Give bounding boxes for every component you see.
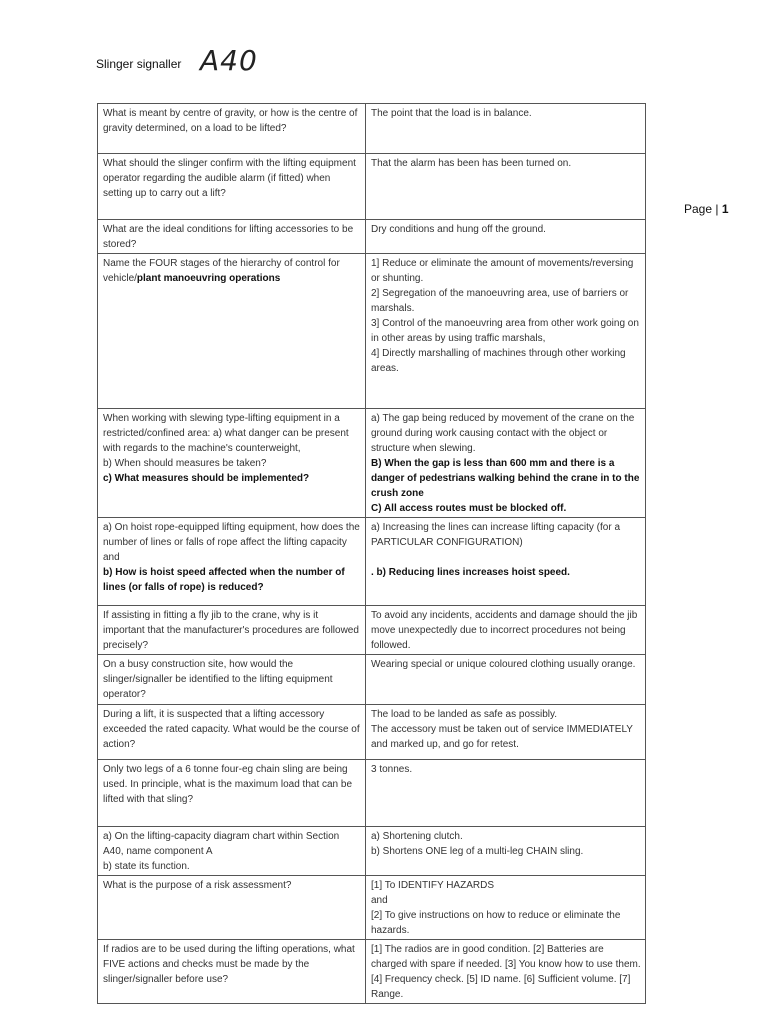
answer-cell [366, 760, 646, 827]
answer-cell [366, 518, 646, 606]
answer-text: 3 tonnes. [371, 764, 413, 775]
table-row [98, 518, 646, 606]
question-text: What are the ideal conditions for lifting accessories to be stored? [103, 224, 354, 250]
page-separator: | [712, 202, 722, 216]
answer-cell [366, 606, 646, 655]
answer-cell [366, 876, 646, 940]
question-text: What is meant by centre of gravity, or how is the centre of gravity determined, on a load to be lifted? [103, 108, 358, 134]
answer-cell [366, 104, 646, 154]
answer-text: and [371, 895, 388, 906]
question-cell [98, 409, 366, 518]
answer-text: a) Shortening clutch. [371, 831, 463, 842]
question-cell [98, 104, 366, 154]
table-row [98, 940, 646, 1004]
question-cell [98, 876, 366, 940]
question-answer-table [97, 103, 646, 1004]
question-text: b) How is hoist speed affected when the number of lines (or falls of rope) is reduced? [103, 567, 345, 593]
table-row [98, 655, 646, 705]
table-row [98, 760, 646, 827]
question-text: plant manoeuvring operations [136, 273, 281, 284]
page-number [684, 202, 729, 216]
table-row [98, 705, 646, 760]
answer-text: Wearing special or unique coloured clothing usually orange. [371, 659, 636, 670]
question-cell [98, 154, 366, 220]
answer-cell [366, 655, 646, 705]
question-cell [98, 760, 366, 827]
question-text: If assisting in fitting a fly jib to the crane, why is it important that the manufacturer's procedures are followed precisely? [103, 610, 359, 651]
table-row [98, 409, 646, 518]
handwritten-code: A40 [200, 44, 258, 77]
question-text: a) On hoist rope-equipped lifting equipment, how does the number of lines or falls of rope affect the lifting capacity [103, 522, 360, 548]
answer-cell [366, 705, 646, 760]
question-text: b) When should measures be taken? [103, 458, 267, 469]
answer-cell [366, 940, 646, 1004]
answer-text: a) Increasing the lines can increase lifting capacity (for a PARTICULAR CONFIGURATION) [371, 522, 621, 548]
answer-text: The load to be landed as safe as possibly. [371, 709, 558, 720]
question-text: During a lift, it is suspected that a lifting accessory exceeded the rated capacity. What would be the course of action? [103, 709, 360, 750]
answer-text [371, 550, 641, 565]
answer-text: The accessory must be taken out of service IMMEDIATELY and marked up, and go for retest. [371, 724, 633, 750]
question-cell [98, 827, 366, 876]
answer-text: 2] Segregation of the manoeuvring area, use of barriers or marshals. [371, 288, 629, 314]
question-cell [98, 518, 366, 606]
question-text: If radios are to be used during the lifting operations, what FIVE actions and checks must be made by the slinger/signaller before use? [103, 944, 355, 985]
answer-text: The point that the load is in balance. [371, 108, 532, 119]
document-title: Slinger signaller [96, 57, 182, 71]
question-text: and [103, 552, 120, 563]
question-cell [98, 606, 366, 655]
answer-text: 3] Control of the manoeuvring area from other work going on in other areas by using traffic marshals, [371, 318, 639, 344]
answer-text: C) All access routes must be blocked off. [371, 503, 567, 514]
answer-cell [366, 220, 646, 254]
question-cell [98, 940, 366, 1004]
table-row [98, 827, 646, 876]
answer-text: [1] The radios are in good condition. [2] Batteries are charged with spare if needed. [3] You know how to use them. [4] Frequency check. [5] ID name. [6] Sufficient volume. [7] Range. [371, 944, 641, 1000]
answer-text: 4] Directly marshalling of machines through other working areas. [371, 348, 626, 374]
answer-text: [1] To IDENTIFY HAZARDS [371, 880, 494, 891]
question-text: Only two legs of a 6 tonne four-eg chain sling are being used. In principle, what is the maximum load that can be lifted with that sling? [103, 764, 353, 805]
question-cell [98, 254, 366, 409]
question-text: On a busy construction site, how would the slinger/signaller be identified to the lifting equipment operator? [103, 659, 333, 700]
answer-text: That the alarm has been has been turned on. [371, 158, 572, 169]
table-row [98, 876, 646, 940]
answer-text: . b) Reducing lines increases hoist speed. [371, 567, 570, 578]
question-cell [98, 705, 366, 760]
table-row [98, 154, 646, 220]
answer-text: 1] Reduce or eliminate the amount of movements/reversing or shunting. [371, 258, 634, 284]
answer-text: B) When the gap is less than 600 mm and there is a danger of pedestrians walking behind the crane in to the crush zone [371, 458, 640, 499]
question-text: c) What measures should be implemented? [103, 473, 310, 484]
question-text: What is the purpose of a risk assessment? [103, 880, 292, 891]
table-row [98, 606, 646, 655]
answer-text: a) The gap being reduced by movement of the crane on the ground during work causing contact with the object or structure when slewing. [371, 413, 635, 454]
answer-cell [366, 827, 646, 876]
question-cell [98, 655, 366, 705]
page-label: Page [684, 202, 713, 216]
answer-cell [366, 254, 646, 409]
question-cell [98, 220, 366, 254]
answer-cell [366, 154, 646, 220]
question-text: b) state its function. [103, 861, 190, 872]
question-text: Name the FOUR stages of the hierarchy of control for vehicle/ [103, 258, 340, 284]
question-text: a) On the lifting-capacity diagram chart within Section A40, name component A [103, 831, 340, 857]
page-number-value: 1 [721, 202, 729, 216]
answer-text: To avoid any incidents, accidents and damage should the jib move unexpectedly due to incorrect procedures not being followed. [371, 610, 638, 651]
table-row [98, 104, 646, 154]
answer-cell [366, 409, 646, 518]
answer-text: Dry conditions and hung off the ground. [371, 224, 546, 235]
answer-text: b) Shortens ONE leg of a multi-leg CHAIN sling. [371, 846, 584, 857]
table-row [98, 220, 646, 254]
question-text: What should the slinger confirm with the lifting equipment operator regarding the audible alarm (if fitted) when setting up to carry out a lift? [103, 158, 356, 199]
answer-text: [2] To give instructions on how to reduce or eliminate the hazards. [371, 910, 621, 936]
question-text: When working with slewing type-lifting equipment in a restricted/confined area: a) what danger can be present with regards to the machine's counterweight, [103, 413, 349, 454]
table-row [98, 254, 646, 409]
